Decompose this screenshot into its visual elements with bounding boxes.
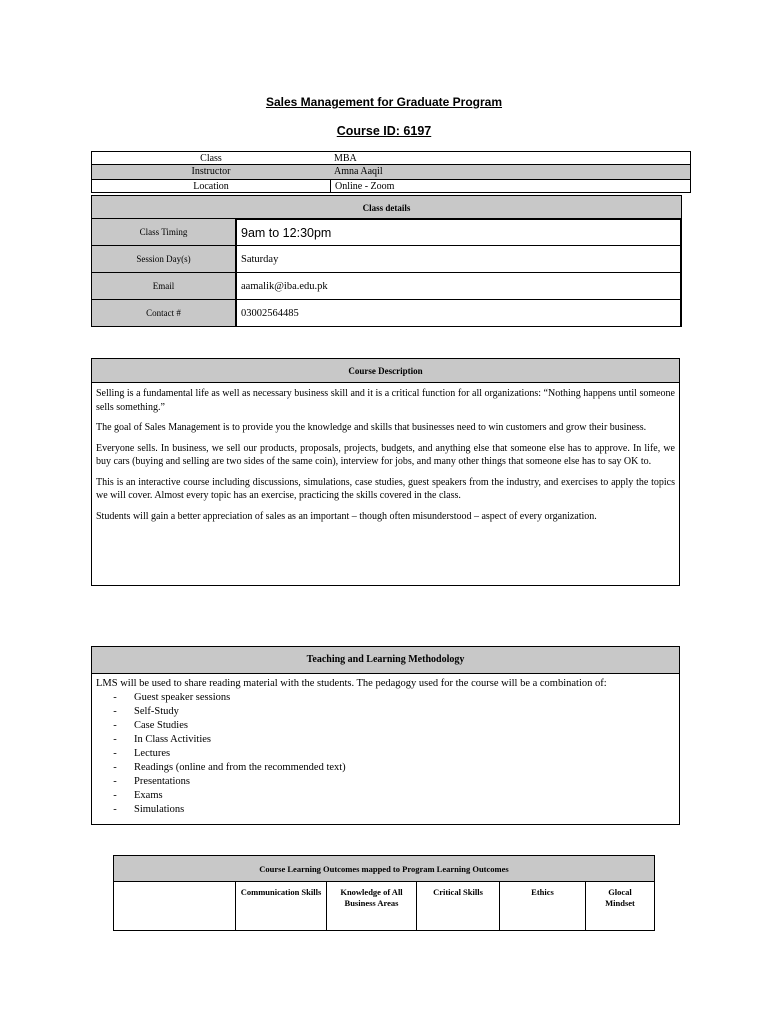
- details-row-days: [92, 246, 681, 273]
- outcomes-column-header: Knowledge of All Business Areas: [327, 882, 417, 930]
- list-item-text: Case Studies: [134, 720, 188, 731]
- bullet: -: [113, 692, 117, 703]
- list-item: [96, 719, 675, 733]
- details-row-timing: [92, 219, 681, 246]
- description-paragraph: This is an interactive course including discussions, simulations, case studies, guest speakers from the industry, and exercises to apply the topics we will cover. Almost every topic has an exercise, practicing the skills covered in the class.: [96, 476, 675, 501]
- list-item-text: Guest speaker sessions: [134, 692, 231, 703]
- outcomes-column-header: Communication Skills: [236, 882, 327, 930]
- list-item-text: Lectures: [134, 748, 171, 759]
- outcomes-table: [113, 855, 655, 931]
- bullet: -: [113, 762, 117, 773]
- class-details-heading: Class details: [92, 196, 681, 219]
- info-table: [91, 151, 691, 193]
- info-row-location: [91, 179, 691, 193]
- bullet: -: [113, 776, 117, 787]
- description-paragraph: The goal of Sales Management is to provide you the knowledge and skills that businesses need to win customers and grow their business.: [96, 422, 647, 433]
- list-item: [96, 803, 675, 817]
- list-item-text: Readings (online and from the recommended text): [134, 762, 346, 773]
- list-item: [96, 733, 675, 747]
- document-title: Sales Management for Graduate Program: [265, 95, 503, 109]
- outcomes-heading: Course Learning Outcomes mapped to Program Learning Outcomes: [114, 856, 654, 882]
- list-item-text: In Class Activities: [134, 734, 211, 745]
- outcomes-column-header: [114, 882, 236, 930]
- list-item-text: Exams: [134, 790, 163, 801]
- list-item-text: Presentations: [134, 776, 190, 787]
- info-label: Location: [92, 180, 331, 192]
- details-label: Email: [92, 273, 236, 300]
- info-label: Instructor: [191, 166, 231, 177]
- bullet: -: [113, 748, 117, 759]
- outcomes-column-header: Ethics: [500, 882, 586, 930]
- list-item: [96, 705, 675, 719]
- info-label: Class: [200, 153, 222, 164]
- methodology-intro: LMS will be used to share reading material with the students. The pedagogy used for the course will be a combination of:: [96, 678, 607, 689]
- methodology-list: [96, 691, 675, 817]
- bullet: -: [113, 804, 117, 815]
- outcomes-header-row: [114, 882, 654, 930]
- list-item: [96, 775, 675, 789]
- info-row-class: [91, 151, 691, 165]
- list-item-text: Self-Study: [134, 706, 179, 717]
- details-label: Class Timing: [92, 219, 236, 246]
- list-item: [96, 761, 675, 775]
- course-description-section: [91, 358, 680, 586]
- description-paragraph: Students will gain a better appreciation of sales as an important – though often misunderstood – aspect of every organization.: [96, 510, 597, 522]
- methodology-heading: Teaching and Learning Methodology: [92, 647, 679, 674]
- bullet: -: [113, 734, 117, 745]
- details-label: Session Day(s): [92, 246, 236, 273]
- list-item-text: Simulations: [134, 804, 185, 815]
- methodology-section: [91, 646, 680, 825]
- list-item: [96, 747, 675, 761]
- outcomes-column-header: Glocal Mindset: [605, 887, 635, 908]
- info-value: Online - Zoom: [335, 181, 395, 192]
- details-row-email: [92, 273, 681, 300]
- course-description-heading: Course Description: [92, 359, 679, 383]
- details-value: Saturday: [236, 246, 681, 273]
- info-row-instructor: [91, 165, 691, 179]
- methodology-body: [92, 674, 679, 821]
- course-id: Course ID: 6197: [336, 124, 432, 138]
- details-value: 03002564485: [236, 300, 681, 327]
- details-row-contact: [92, 300, 681, 327]
- details-value: 9am to 12:30pm: [236, 219, 681, 246]
- bullet: -: [113, 720, 117, 731]
- details-value: aamalik@iba.edu.pk: [236, 273, 681, 300]
- list-item: [96, 691, 675, 705]
- outcomes-column-header: Critical Skills: [417, 882, 500, 930]
- description-paragraph: Everyone sells. In business, we sell our products, proposals, projects, budgets, and anything else that someone else has to approve. In life, we buy cars (buying and selling are two sides of the same coin), interview for jobs, and many other things that someone else has to say OK to.: [96, 442, 675, 467]
- course-description-body: [92, 383, 679, 534]
- info-value: Amna Aaqil: [334, 166, 383, 177]
- bullet: -: [113, 790, 117, 801]
- details-label: Contact #: [92, 300, 236, 327]
- list-item: [96, 789, 675, 803]
- class-details-table: [91, 195, 682, 327]
- info-value: MBA: [334, 153, 357, 164]
- description-paragraph: Selling is a fundamental life as well as necessary business skill and it is a critical function for all organizations: “Nothing happens until someone sells something.”: [96, 388, 675, 413]
- bullet: -: [113, 706, 117, 717]
